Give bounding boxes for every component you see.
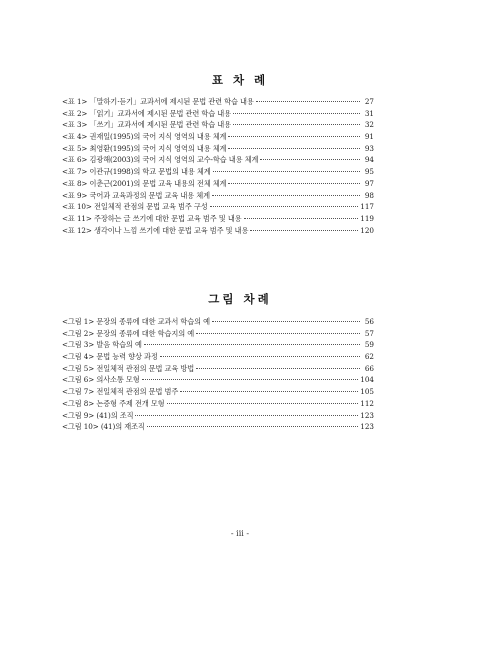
- dot-leader: [142, 379, 359, 380]
- dot-leader: [212, 195, 360, 196]
- dot-leader: [228, 148, 360, 149]
- dot-leader: [180, 391, 358, 392]
- table-toc-entry-page-number: 119: [360, 213, 374, 223]
- figure-toc-entry-label: <그림 4> 문법 능력 향상 과정: [62, 352, 158, 362]
- figure-toc-entry[interactable]: [62, 328, 374, 340]
- table-toc-entry[interactable]: [62, 201, 374, 213]
- table-toc-entry-label: <표 1> 「말하기·듣기」교과서에 제시된 문법 관련 학습 내용: [62, 97, 254, 106]
- figure-toc-entry-page-number: 105: [360, 387, 374, 397]
- table-toc-entry[interactable]: [62, 166, 374, 178]
- dot-leader: [147, 426, 359, 427]
- figure-toc-entry-label: <그림 6> 의사소통 모형: [62, 375, 140, 385]
- dot-leader: [135, 415, 358, 416]
- dot-leader: [250, 230, 358, 231]
- dot-leader: [196, 333, 360, 334]
- table-toc-entry[interactable]: [62, 213, 374, 225]
- table-toc-entry-label: <표 8> 이춘근(2001)의 문법 교육 내용의 전체 체계: [62, 178, 227, 188]
- dot-leader: [160, 356, 360, 357]
- figure-toc-entry[interactable]: [62, 351, 374, 363]
- table-toc-entry[interactable]: [62, 190, 374, 202]
- table-toc-entry-page-number: 117: [360, 202, 374, 212]
- table-toc-entry-label: <표 5> 최영환(1995)의 국어 지식 영역의 내용 체계: [62, 143, 227, 153]
- figure-toc-entry-page-number: 112: [360, 398, 374, 408]
- figure-toc-entry-label: <그림 8> 논증형 주제 전개 모형: [62, 398, 165, 408]
- figures-toc-list: [62, 316, 374, 433]
- table-toc-entry-label: <표 2> 「읽기」교과서에 제시된 문법 관련 학습 내용: [62, 108, 231, 118]
- dot-leader: [213, 171, 360, 172]
- figure-toc-entry[interactable]: [62, 339, 374, 351]
- figure-toc-entry[interactable]: [62, 398, 374, 410]
- dot-leader: [167, 403, 359, 404]
- table-toc-entry[interactable]: [62, 225, 374, 237]
- table-toc-entry-page-number: 94: [364, 155, 374, 165]
- figure-toc-entry-page-number: 66: [364, 363, 374, 373]
- table-toc-entry[interactable]: [62, 178, 374, 190]
- figure-toc-entry-label: <그림 3> 발음 학습의 예: [62, 340, 142, 350]
- dot-leader: [228, 136, 360, 137]
- table-toc-entry-label: <표 4> 권재일(1995)의 국어 지식 영역의 내용 체계: [62, 132, 227, 142]
- table-toc-entry[interactable]: [62, 96, 374, 108]
- table-toc-entry[interactable]: [62, 154, 374, 166]
- table-toc-entry-label: <표 3> 「쓰기」교과서에 제시된 문법 관련 학습 내용: [62, 120, 231, 130]
- table-toc-entry-label: <표 6> 김광해(2003)의 국어 지식 영역의 교수-학습 내용 체계: [62, 155, 259, 165]
- table-toc-entry-label: <표 12> 생각이나 느낌 쓰기에 대한 문법 교육 범주 및 내용: [62, 225, 249, 235]
- dot-leader: [233, 124, 360, 125]
- dot-leader: [210, 206, 359, 207]
- table-toc-entry-page-number: 91: [364, 132, 374, 142]
- table-toc-entry-page-number: 98: [364, 190, 374, 200]
- table-toc-entry-page-number: 97: [364, 178, 374, 188]
- table-toc-entry[interactable]: [62, 119, 374, 131]
- dot-leader: [244, 218, 359, 219]
- figure-toc-entry-label: <그림 5> 전일체적 관점의 문법 교육 방법: [62, 363, 195, 373]
- table-toc-entry-page-number: 32: [364, 120, 374, 130]
- table-toc-entry[interactable]: [62, 131, 374, 143]
- figure-toc-entry-page-number: 123: [360, 422, 374, 432]
- figure-toc-entry-page-number: 57: [364, 328, 374, 338]
- figure-toc-entry-label: <그림 7> 전일체적 관점의 문법 범주: [62, 387, 179, 397]
- figure-toc-entry[interactable]: [62, 386, 374, 398]
- figure-toc-entry-page-number: 104: [360, 375, 374, 385]
- figure-toc-entry[interactable]: [62, 316, 374, 328]
- page-number: - iii -: [230, 529, 250, 538]
- table-toc-entry-label: <표 10> 전일체적 관점의 문법 교육 범주 구성: [62, 202, 208, 212]
- table-toc-entry-page-number: 120: [360, 225, 374, 235]
- dot-leader: [260, 159, 360, 160]
- table-toc-entry-page-number: 31: [364, 108, 374, 118]
- dot-leader: [256, 101, 360, 102]
- dot-leader: [196, 368, 360, 369]
- figure-toc-entry-page-number: 123: [360, 410, 374, 420]
- table-toc-entry-page-number: 95: [364, 167, 374, 177]
- figure-toc-entry[interactable]: [62, 363, 374, 375]
- figure-toc-entry-label: <그림 1> 문장의 종류에 대한 교과서 학습의 예: [62, 317, 210, 326]
- figures-toc-title: 그림 차례: [208, 292, 272, 306]
- figure-toc-entry[interactable]: [62, 374, 374, 386]
- figure-toc-entry-page-number: 59: [364, 340, 374, 350]
- table-toc-entry-label: <표 7> 이관규(1998)의 학교 문법의 내용 체계: [62, 167, 211, 177]
- figure-toc-entry[interactable]: [62, 410, 374, 422]
- table-toc-entry-label: <표 9> 국어과 교육과정의 문법 교육 내용 체계: [62, 190, 210, 200]
- figure-toc-entry[interactable]: [62, 421, 374, 433]
- table-toc-entry[interactable]: [62, 143, 374, 155]
- figure-toc-entry-page-number: 56: [364, 317, 374, 326]
- dot-leader: [228, 183, 360, 184]
- dot-leader: [233, 113, 360, 114]
- table-toc-entry[interactable]: [62, 108, 374, 120]
- figure-toc-entry-label: <그림 9> (41)의 조직: [62, 410, 134, 420]
- tables-toc-list: [62, 96, 374, 236]
- table-toc-entry-label: <표 11> 주장하는 글 쓰기에 대한 문법 교육 범주 및 내용: [62, 213, 242, 223]
- table-toc-entry-page-number: 93: [364, 143, 374, 153]
- tables-toc-title: 표 차 례: [211, 73, 269, 87]
- dot-leader: [212, 321, 360, 322]
- figure-toc-entry-page-number: 62: [364, 352, 374, 362]
- table-toc-entry-page-number: 27: [364, 97, 374, 106]
- figure-toc-entry-label: <그림 10> (41)의 재조직: [62, 422, 145, 432]
- figure-toc-entry-label: <그림 2> 문장의 종류에 대한 학습지의 예: [62, 328, 195, 338]
- dot-leader: [144, 344, 360, 345]
